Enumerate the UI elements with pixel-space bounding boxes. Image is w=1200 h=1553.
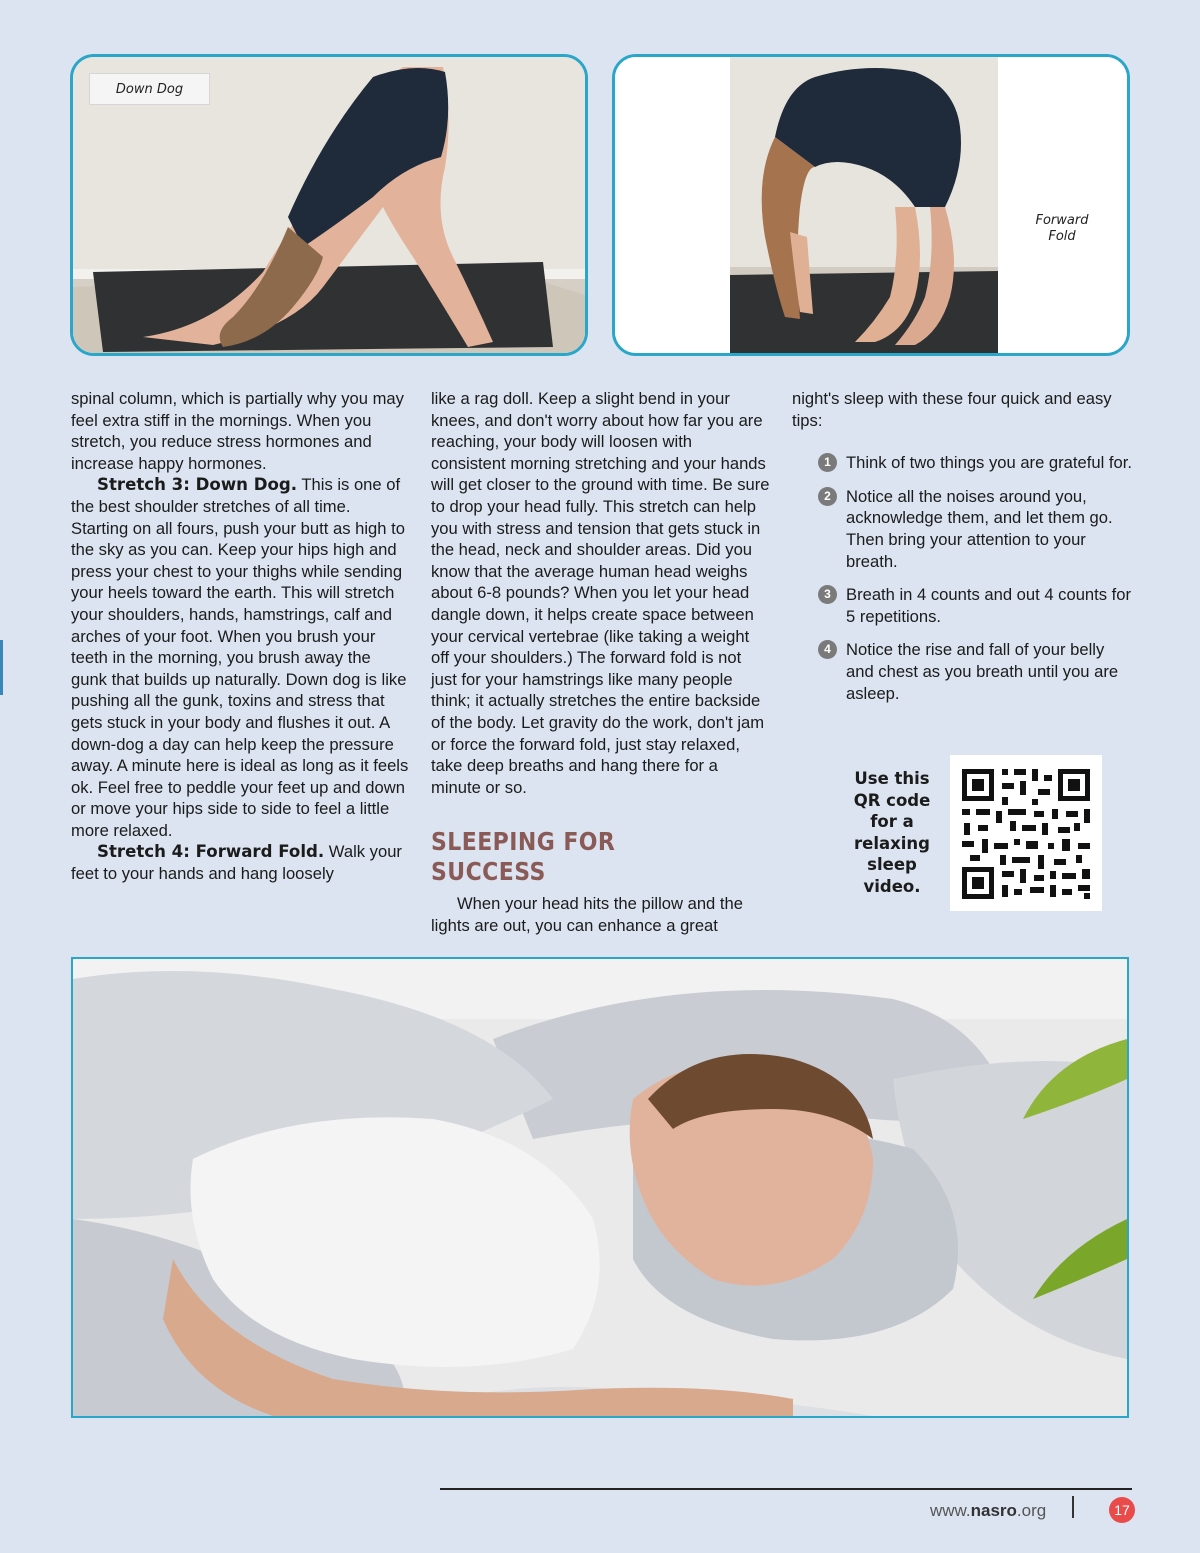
forward-fold-caption: Forward Fold [1035,213,1089,244]
edge-accent-bar [0,640,3,695]
paragraph-spinal: spinal column, which is partially why you may feel extra stiff in the mornings. When you stretch, you reduce stress hormones and increase happy hormones. [71,389,404,473]
page-number-badge: 17 [1109,1497,1135,1523]
paragraph-stretch-3 [71,474,411,841]
sleeping-man-illustration [73,959,1127,1416]
qr-label: Use this QR code for a relaxing sleep video. [853,769,931,896]
list-item [792,639,1132,704]
tip-text: Think of two things you are grateful for. [846,453,1132,473]
tip-text: Breath in 4 counts and out 4 counts for 5 repetitions. [846,585,1132,626]
article-column-1 [71,388,411,885]
footer-rule [440,1488,1132,1490]
section-title-sleeping: SLEEPING FOR SUCCESS [431,827,616,887]
list-item [792,486,1132,572]
article-column-3 [792,388,1132,716]
stretch-3-heading: Stretch 3: Down Dog. [97,475,298,495]
tip-number-badge: 3 [818,585,837,604]
footer-url[interactable] [930,1501,1046,1521]
forward-fold-photo [612,54,1130,356]
forward-fold-illustration [615,57,1130,356]
url-domain: nasro [970,1501,1017,1520]
qr-code[interactable] [950,755,1102,911]
tip-text: Notice the rise and fall of your belly and chest as you breath until you are asleep. [846,640,1119,703]
list-item [792,584,1132,627]
tip-number-badge: 4 [818,640,837,659]
footer-separator [1072,1496,1074,1518]
url-suffix: .org [1016,1501,1047,1520]
article-column-2 [431,388,771,936]
qr-code-icon [950,755,1102,911]
tip-text: Notice all the noises around you, acknowledge them, and let them go. Then bring your attention to your breath. [846,486,1113,571]
url-prefix: www. [930,1501,971,1520]
list-item [792,452,1132,474]
paragraph-sleep-intro: When your head hits the pillow and the lights are out, you can enhance a great [431,894,743,935]
sleep-tips-list [792,452,1132,704]
sleeping-man-photo [71,957,1129,1418]
paragraph-rag-doll: like a rag doll. Keep a slight bend in your knees, and don't worry about how far you are reaching, your body will loosen with consistent morning stretching and your hands will get closer to the ground with time. Be sure to drop your head fully. This stretch can help you with stress and tension that gets stuck in the head, neck and shoulder areas. Did you know that the average human head weighs about 6-8 pounds? When you let your head dangle down, it helps create space between your cervical vertebrae (like taking a weight off your shoulders.) The forward fold is not just for your hamstrings like many people think; it actually stretches the entire backside of the body. Let gravity do the work, don't jam or force the forward fold, just stay relaxed, take deep breaths and hang there for a minute or so. [431,389,770,797]
down-dog-caption: Down Dog [89,73,210,105]
stretch-4-body: Walk your feet to your hands and hang loosely [71,842,402,884]
stretch-3-body: This is one of the best shoulder stretches of all time. Starting on all fours, push your butt as high to the sky as you can. Keep your hips high and press your chest to your thighs while sending your heels toward the earth. This will stretch your shoulders, hands, hamstrings, calf and arches of your foot. When you brush your teeth in the morning, you brush away the gunk that builds up naturally. Down dog is like pushing all the gunk, toxins and stress that gets stuck in your body and flushes it out. A down-dog a day can help keep the pressure away. A minute here is ideal as long as it feels ok. Feel free to peddle your feet up and down or move your hips side to side to feel a little more relaxed. [71,475,409,840]
paragraph-stretch-4 [71,841,411,884]
tip-number-badge: 2 [818,487,837,506]
stretch-4-heading: Stretch 4: Forward Fold. [97,842,325,862]
tip-number-badge: 1 [818,453,837,472]
down-dog-photo [70,54,588,356]
paragraph-tips-intro: night's sleep with these four quick and easy tips: [792,389,1112,430]
